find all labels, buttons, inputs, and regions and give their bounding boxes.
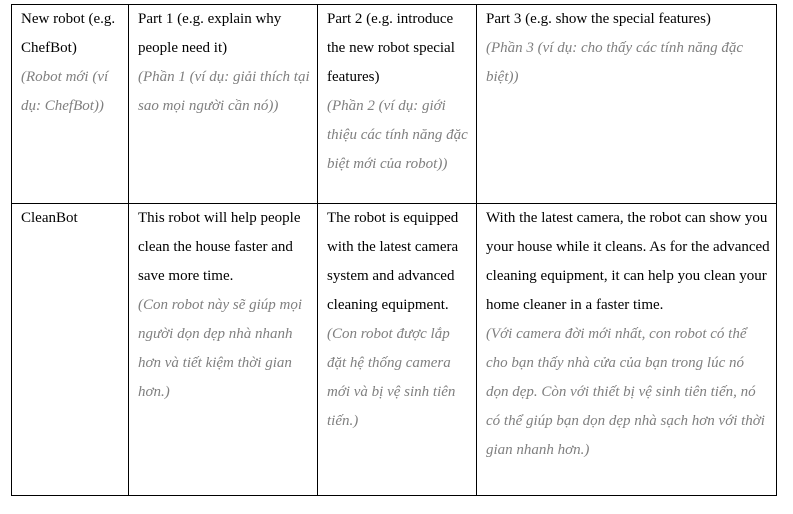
header-cell-part-2 xyxy=(318,5,477,204)
header-part-1-vi: (Phần 1 (ví dụ: giải thích tại sao mọi người cần nó)) xyxy=(138,69,310,114)
table-header-row xyxy=(12,5,777,204)
part-2-en: The robot is equipped with the latest camera system and advanced cleaning equipment. xyxy=(327,210,459,313)
part-2-vi: (Con robot được lắp đặt hệ thống camera mới và bị vệ sinh tiên tiến.) xyxy=(327,326,456,429)
header-part-3-vi: (Phần 3 (ví dụ: cho thấy các tính năng đặc biệt)) xyxy=(486,40,744,85)
header-part-1-en: Part 1 (e.g. explain why people need it) xyxy=(138,11,282,56)
part-1-en: This robot will help people clean the house faster and save more time. xyxy=(138,210,301,284)
part-3-vi: (Với camera đời mới nhất, con robot có thể cho bạn thấy nhà cửa của bạn trong lúc nó dọn dẹp. Còn với thiết bị vệ sinh tiên tiến, nó có thể giúp bạn dọn dẹp nhà sạch hơn với thời gian nhanh hơn.) xyxy=(486,326,765,458)
part-1-vi: (Con robot này sẽ giúp mọi người dọn dẹp nhà nhanh hơn và tiết kiệm thời gian hơn.) xyxy=(138,297,303,400)
header-cell-new-robot xyxy=(12,5,129,204)
header-new-robot-vi: (Robot mới (ví dụ: ChefBot)) xyxy=(21,69,109,114)
robot-plan-table xyxy=(11,4,777,496)
cell-robot-name xyxy=(12,204,129,496)
header-new-robot-en: New robot (e.g. ChefBot) xyxy=(21,11,116,56)
header-cell-part-3 xyxy=(477,5,777,204)
table-row-cleanbot xyxy=(12,204,777,496)
part-3-en: With the latest camera, the robot can show you your house while it cleans. As for the advanced cleaning equipment, it can help you clean your home cleaner in a faster time. xyxy=(486,210,770,313)
header-part-3-en: Part 3 (e.g. show the special features) xyxy=(486,11,711,27)
header-cell-part-1 xyxy=(129,5,318,204)
header-part-2-en: Part 2 (e.g. introduce the new robot special features) xyxy=(327,11,455,85)
robot-name-en: CleanBot xyxy=(21,210,78,226)
cell-part-3 xyxy=(477,204,777,496)
header-part-2-vi: (Phần 2 (ví dụ: giới thiệu các tính năng đặc biệt mới của robot)) xyxy=(327,98,468,172)
cell-part-2 xyxy=(318,204,477,496)
cell-part-1 xyxy=(129,204,318,496)
